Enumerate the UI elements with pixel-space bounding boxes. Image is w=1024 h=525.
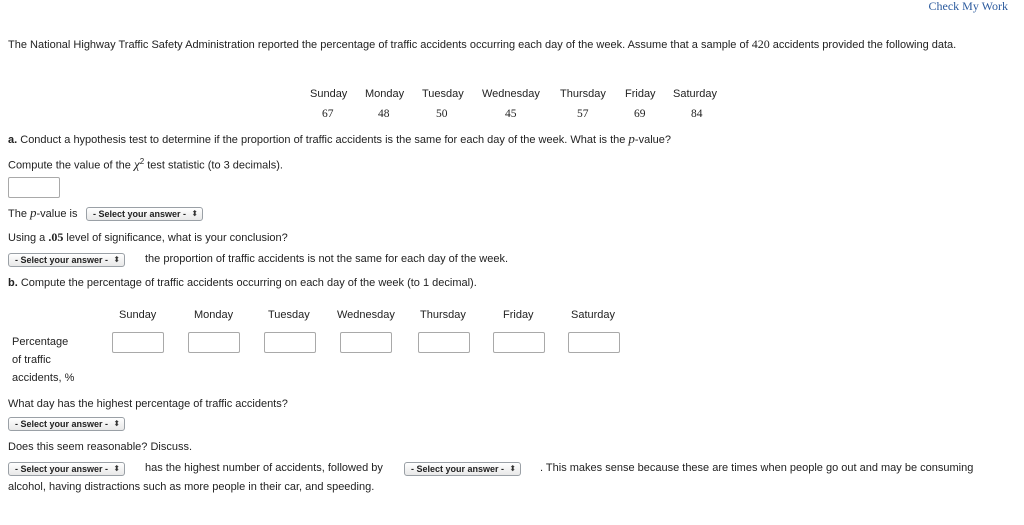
pvalue-label xyxy=(8,206,77,221)
data-count-friday: 69 xyxy=(634,108,646,120)
row-label-line-2: of traffic xyxy=(12,354,51,366)
p-symbol: p xyxy=(628,131,635,146)
pvalue-text-end: -value is xyxy=(36,208,78,220)
chi-square-prompt xyxy=(8,153,1008,175)
pct-header-thursday: Thursday xyxy=(420,309,466,321)
pct-input-saturday[interactable] xyxy=(568,332,620,353)
highest-select-label: - Select your answer - xyxy=(15,419,109,429)
chi-prompt-text: Compute the value of the xyxy=(8,159,134,172)
conclusion-text-end: level of significance, what is your conclusion? xyxy=(63,232,288,244)
part-a-question xyxy=(8,130,1008,149)
data-count-thursday: 57 xyxy=(577,108,589,120)
percentage-row-label xyxy=(12,333,74,387)
part-a-text-end: -value? xyxy=(634,134,671,146)
pct-header-saturday: Saturday xyxy=(571,309,616,321)
pct-input-monday[interactable] xyxy=(188,332,240,353)
data-table xyxy=(0,88,1024,128)
pct-input-friday[interactable] xyxy=(493,332,545,353)
data-count-wednesday: 45 xyxy=(505,108,517,120)
part-b-label: b. xyxy=(8,277,18,289)
part-b-text: Compute the percentage of traffic accidents occurring on each day of the week (to 1 decimal). xyxy=(17,277,477,289)
pct-header-tuesday: Tuesday xyxy=(268,309,310,321)
chi-symbol: χ xyxy=(133,156,140,172)
intro-text-end: accidents provided the following data. xyxy=(769,39,957,51)
row-label-line-1: Percentage xyxy=(12,336,69,348)
sample-size: 420 xyxy=(751,37,770,51)
data-header-sunday: Sunday xyxy=(310,88,348,100)
data-count-saturday: 84 xyxy=(691,108,703,120)
pvalue-p-symbol: p xyxy=(30,205,37,220)
discuss-middle-text: has the highest number of accidents, followed by xyxy=(145,462,383,474)
reasonable-question: Does this seem reasonable? Discuss. xyxy=(8,441,193,453)
pvalue-select[interactable] xyxy=(86,207,203,221)
data-header-thursday: Thursday xyxy=(560,88,606,100)
part-a-text: Conduct a hypothesis test to determine if the proportion of traffic accidents is the same for each day of the week. What is the xyxy=(17,134,629,146)
pct-header-friday: Friday xyxy=(503,309,534,321)
chi-square-input[interactable] xyxy=(8,177,60,198)
conclusion-select[interactable] xyxy=(8,253,125,267)
pct-header-sunday: Sunday xyxy=(119,309,157,321)
discuss-select-second[interactable] xyxy=(404,462,521,476)
highest-day-select[interactable] xyxy=(8,417,125,431)
chi-prompt-suffix: test statistic (to 3 decimals). xyxy=(144,159,283,172)
updown-arrows-icon: ⬍ xyxy=(113,419,121,428)
conclusion-text: Using a xyxy=(8,232,49,244)
intro-paragraph xyxy=(8,35,1008,54)
conclusion-select-label: - Select your answer - xyxy=(15,255,109,265)
data-count-monday: 48 xyxy=(378,108,390,120)
updown-arrows-icon: ⬍ xyxy=(113,255,121,264)
pvalue-text: The xyxy=(8,208,31,220)
part-a-label: a. xyxy=(8,134,18,146)
discuss-select-2-label: - Select your answer - xyxy=(411,464,505,474)
discuss-select-first[interactable] xyxy=(8,462,125,476)
conclusion-statement: the proportion of traffic accidents is not the same for each day of the week. xyxy=(145,253,508,265)
chi-exponent: 2 xyxy=(139,157,145,166)
row-label-line-3: accidents, % xyxy=(12,372,75,384)
data-count-tuesday: 50 xyxy=(436,108,448,120)
data-header-wednesday: Wednesday xyxy=(482,88,540,100)
part-b-question xyxy=(8,274,1008,292)
data-header-tuesday: Tuesday xyxy=(422,88,464,100)
highest-day-question: What day has the highest percentage of traffic accidents? xyxy=(8,398,288,410)
pct-header-wednesday: Wednesday xyxy=(337,309,395,321)
intro-text: The National Highway Traffic Safety Administration reported the percentage of traffic accidents occurring each day of the week. Assume that a sample of xyxy=(8,39,752,51)
pct-input-tuesday[interactable] xyxy=(264,332,316,353)
pct-header-monday: Monday xyxy=(194,309,234,321)
pvalue-select-label: - Select your answer - xyxy=(93,209,187,219)
conclusion-question xyxy=(8,228,1008,247)
alpha-value: .05 xyxy=(48,230,64,244)
check-my-work-link[interactable]: Check My Work xyxy=(928,0,1008,13)
pct-input-wednesday[interactable] xyxy=(340,332,392,353)
updown-arrows-icon: ⬍ xyxy=(113,464,121,473)
discuss-select-1-label: - Select your answer - xyxy=(15,464,109,474)
discuss-end-text: . This makes sense because these are times when people go out and may be consuming xyxy=(540,462,974,474)
discuss-end-text-line-2: alcohol, having distractions such as more people in their car, and speeding. xyxy=(8,481,375,493)
data-header-monday: Monday xyxy=(365,88,405,100)
pct-input-thursday[interactable] xyxy=(418,332,470,353)
updown-arrows-icon: ⬍ xyxy=(509,464,517,473)
data-count-sunday: 67 xyxy=(322,108,334,120)
pct-input-sunday[interactable] xyxy=(112,332,164,353)
data-header-friday: Friday xyxy=(625,88,656,100)
data-header-saturday: Saturday xyxy=(673,88,718,100)
updown-arrows-icon: ⬍ xyxy=(191,209,199,218)
